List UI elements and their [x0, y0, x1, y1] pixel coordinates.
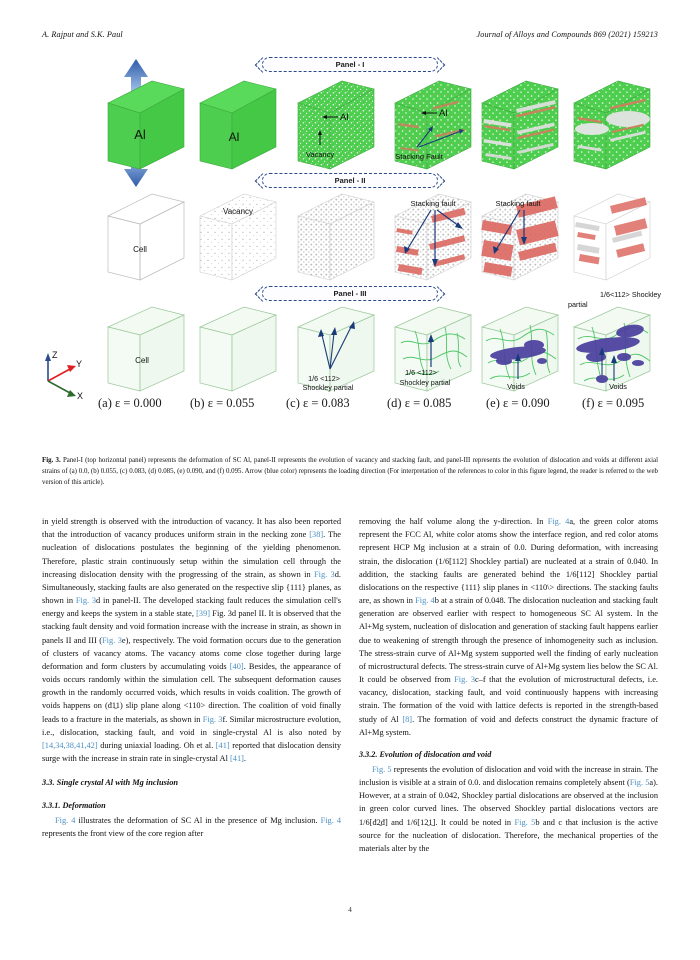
panel3-label-shockley-f-1: 1/6<112> Shockley [600, 290, 662, 299]
axis-label-z: Z [52, 350, 58, 360]
lp8: f. Similar microstructure evolution, i.e., dislocation, stacking fault, and void in single-crystal Al is also noted by [42, 714, 341, 737]
axis-label-x: X [77, 391, 84, 401]
link-fig3-b[interactable]: Fig. 3 [75, 596, 97, 606]
figure-caption-number: Fig. 3. [42, 457, 61, 464]
link-fig4-a[interactable]: Fig. 4 [55, 815, 76, 825]
lp10: reported that dislocation density surge with the increase in strain rate in single-crystal Al [42, 740, 342, 764]
panel3-label-shockley-c-1: 1/6 <112> [308, 374, 340, 383]
lp1: in yield strength is observed with the introduction of vacancy. It has also been reported that the introduction of vacancy produces uniform strain in the necking zone [42, 517, 341, 540]
ref-38[interactable]: [38] [309, 530, 324, 540]
lp7: . Besides, the appearance of voids occurs randomly within the simulation cell. The subsequent deformation causes growth in the randomly occurred voids, which results in voids coalition. The growth of voids happens on (đ1̱1) slip plane along <110> direction. The coalition of void finally leads to a fracture in the materials, as shown in [42, 661, 341, 724]
rp7: a). However, at a strain of 0.042, Shockley partial dislocations are observed at the inclusion in green color curved lines. The observed Shockley partial dislocations vectors are 1/6[đ2̱đ] and 1/6[12̱1̱]. It could be noted in [359, 778, 658, 827]
panel3-cube-c [290, 301, 382, 399]
panel3-label-shockley-c-2: Shockley partial [302, 383, 354, 392]
figure-3 [42, 55, 662, 410]
link-fig5-a[interactable]: Fig. 5 [372, 764, 392, 774]
panel3-cube-e [474, 301, 566, 399]
panel3-label-shockley-f-2: partial [568, 300, 588, 309]
rp5: . The formation of void and defects construct the dynamic fracture of Al+Mg system. [359, 714, 658, 737]
left-column [42, 515, 341, 905]
panel1-label-al-d: Al [439, 108, 448, 119]
heading-3-3: 3.3. Single crystal Al with Mg inclusion [42, 778, 179, 788]
panel3-label-shockley-d-1: 1/6 <112> [405, 368, 437, 377]
panel2-cube-f [566, 188, 658, 286]
panel3-label-shockley-d-2: Shockley partial [399, 378, 451, 387]
lp4: d in panel-II. The developed stacking fault reduces the simulation cell's energy and keeps the system in a stable state, [42, 596, 341, 619]
heading-3-3-1: 3.3.1. Deformation [42, 800, 106, 810]
link-fig4b[interactable]: Fig. 4 [415, 596, 435, 606]
body-columns [42, 515, 658, 905]
ref-multi[interactable]: [14,34,38,41,42] [42, 740, 98, 750]
ref-41a[interactable]: [41] [215, 740, 230, 750]
lp11: . [243, 754, 246, 764]
strain-label-b: (b) ε = 0.055 [190, 396, 255, 410]
strain-label-f: (f) ε = 0.095 [582, 396, 645, 410]
rp1: removing the half volume along the y-direction. In [359, 517, 548, 526]
panel3-cube-b [192, 301, 284, 399]
ref-8[interactable]: [8] [402, 714, 413, 724]
rp4: c–f that the evolution of microstructural defects, i.e. vacancy, dislocation, stacking fault, and void continuously happens with increasing strain. The formation of the void with lattice defects is reported in the strength-based study of Al [359, 675, 658, 724]
link-fig3-c[interactable]: Fig. 3 [102, 635, 122, 645]
panel1-label-vacancy: Vacancy [305, 150, 335, 159]
panel3-cube-f [566, 290, 662, 399]
panel3-cube-d [387, 301, 479, 399]
page-number: 4 [348, 905, 352, 914]
lp5: Fig. 3d panel II. It is observed that the stacking fault density and void formation increase with the increase in strain, as shown in panels II and III ( [42, 609, 341, 645]
panel1-label-al-a: Al [134, 127, 146, 142]
panel-banner-2: Panel - II [262, 173, 438, 188]
figure-caption-text: Panel-I (top horizontal panel) represents the deformation of SC Al, panel-II represents the evolution of vacancy and stacking fault, and panel-III represents the evolution of dislocation and voids at different axial strains of (a) 0.0, (b) 0.055, (c) 0.083, (d) 0.085, (e) 0.090, and (f) 0.095. Arrow (blue color) represents the loading direction (For interpretation of the references to color in this figure legend, the reader is referred to the web version of this article). [42, 457, 659, 487]
ref-41b[interactable]: [41] [230, 754, 244, 764]
strain-label-a: (a) ε = 0.000 [98, 396, 162, 410]
left-paragraph-1 [42, 515, 341, 765]
rp6: represents the evolution of dislocation and void with the increase in strain. The inclusion is visible at a strain of 0.0. and dislocation remains completely absent ( [359, 764, 658, 788]
panel1-label-stacking-fault: Stacking Fault [395, 152, 443, 161]
link-fig5a[interactable]: Fig. 5 [629, 778, 650, 788]
heading-3-3-2: 3.3.2. Evolution of dislocation and void [359, 749, 492, 759]
panel3-label-cell: Cell [135, 356, 149, 365]
lp9: during uniaxial loading. Oh et al. [97, 740, 216, 750]
rp3: b at a strain of 0.048. The dislocation nucleation and stacking fault generation are observed earlier with respect to homogeneous SC Al system. In the Al+Mg system, nucleation of dislocation and generation of stacking fault happens earlier due to weakening of strength through the presence of inhomogeneity such as inclusion. The stress-strain curve of Al+Mg system supported well the finding of early nucleation of microstructural defects. The stress-strain curve of Al+Mg system lies below the SC Al. It could be observed from [359, 596, 658, 685]
panel2-cube-d [387, 188, 479, 286]
strain-labels [42, 396, 658, 416]
lp12: illustrates the deformation of SC Al in the presence of Mg inclusion. [75, 815, 321, 825]
strain-label-d: (d) ε = 0.085 [387, 396, 452, 410]
panel-1-row [42, 73, 658, 173]
panel1-label-al-c: Al [340, 112, 349, 123]
link-fig3-d[interactable]: Fig. 3 [202, 714, 223, 724]
lp13: represents the front view of the core region after [42, 828, 204, 838]
panel-banner-1: Panel - I [262, 57, 438, 72]
figure-caption [42, 455, 658, 489]
panel3-label-voids-e: Voids [507, 382, 525, 391]
panel2-cube-b [192, 188, 284, 286]
link-fig3-a[interactable]: Fig. 3 [314, 569, 335, 579]
panel1-cube-d [387, 73, 479, 173]
panel2-cube-c [290, 188, 382, 286]
link-fig3cf[interactable]: Fig. 3 [454, 675, 476, 685]
panel1-cube-e [474, 73, 566, 173]
panel1-cube-a [100, 73, 192, 173]
panel2-label-vacancy: Vacancy [222, 207, 254, 216]
panel1-cube-f [566, 73, 658, 173]
running-head-journal: Journal of Alloys and Compounds 869 (2021) 159213 [476, 30, 658, 39]
axis-label-y: Y [76, 359, 83, 369]
panel-banner-3: Panel - III [262, 286, 438, 301]
running-head [42, 30, 658, 39]
panel2-label-cell: Cell [133, 245, 147, 254]
running-head-authors: A. Rajput and S.K. Paul [42, 30, 123, 39]
panel3-cube-a [100, 301, 192, 399]
strain-label-c: (c) ε = 0.083 [286, 396, 350, 410]
ref-40[interactable]: [40] [229, 661, 244, 671]
link-fig4-b[interactable]: Fig. 4 [320, 815, 341, 825]
panel1-label-al-b: Al [228, 130, 240, 144]
ref-39[interactable]: [39] [196, 609, 211, 619]
panel1-cube-b [192, 73, 284, 173]
panel3-label-voids-f: Voids [609, 382, 627, 391]
strain-label-e: (e) ε = 0.090 [486, 396, 550, 410]
right-column [359, 515, 658, 905]
lp3: d. Simultaneously, stacking faults are also generated on the respective slip {111} planes, as shown in [42, 569, 341, 606]
left-paragraph-2 [42, 814, 341, 840]
axis-triad [36, 347, 92, 401]
panel2-label-stacking-fault-d: Stacking fault [410, 199, 456, 208]
link-fig4a[interactable]: Fig. 4 [547, 517, 570, 526]
panel2-cube-a [100, 188, 192, 286]
panel2-label-stacking-fault-e: Stacking fault [495, 199, 541, 208]
panel2-cube-e [474, 188, 566, 286]
panel1-cube-c [290, 73, 382, 173]
panel-2-row [42, 188, 658, 286]
link-fig5b[interactable]: Fig. 5 [514, 817, 536, 827]
lp2: . The nucleation of dislocations postulates the beginning of the yielding phenomenon. Therefore, plastic strain continuously setup within the simulation cell through the increasing dislocation density with the progressing of the strain, as shown in [42, 530, 342, 579]
right-paragraph-2 [359, 763, 658, 855]
lp6: e), respectively. The void formation occurs due to the generation of clusters of vacancy atoms. The vacancy atoms come close together during large deformation and form clusters by accumulating voids [42, 635, 341, 671]
right-paragraph-1 [359, 515, 658, 739]
rp8: b and c that inclusion is the active source for the nucleation of dislocation. Therefore, the mechanical properties of the materials alter by the [359, 817, 658, 853]
rp2: a, the green color atoms represent the FCC Al, white color atoms show the interface region, and red color atoms represent HCP Mg inclusion at a strain of 0.0. During deformation, with increasing strain, the dislocation (1/6[112] Shockley partial) are nucleated at a strain of 0.040. In addition, the stacking faults are generated behind the 1/6[112] Shockley partial dislocations on the respective {111} slip planes in <110\> directions. The stacking faults are, as shown in [359, 517, 658, 606]
